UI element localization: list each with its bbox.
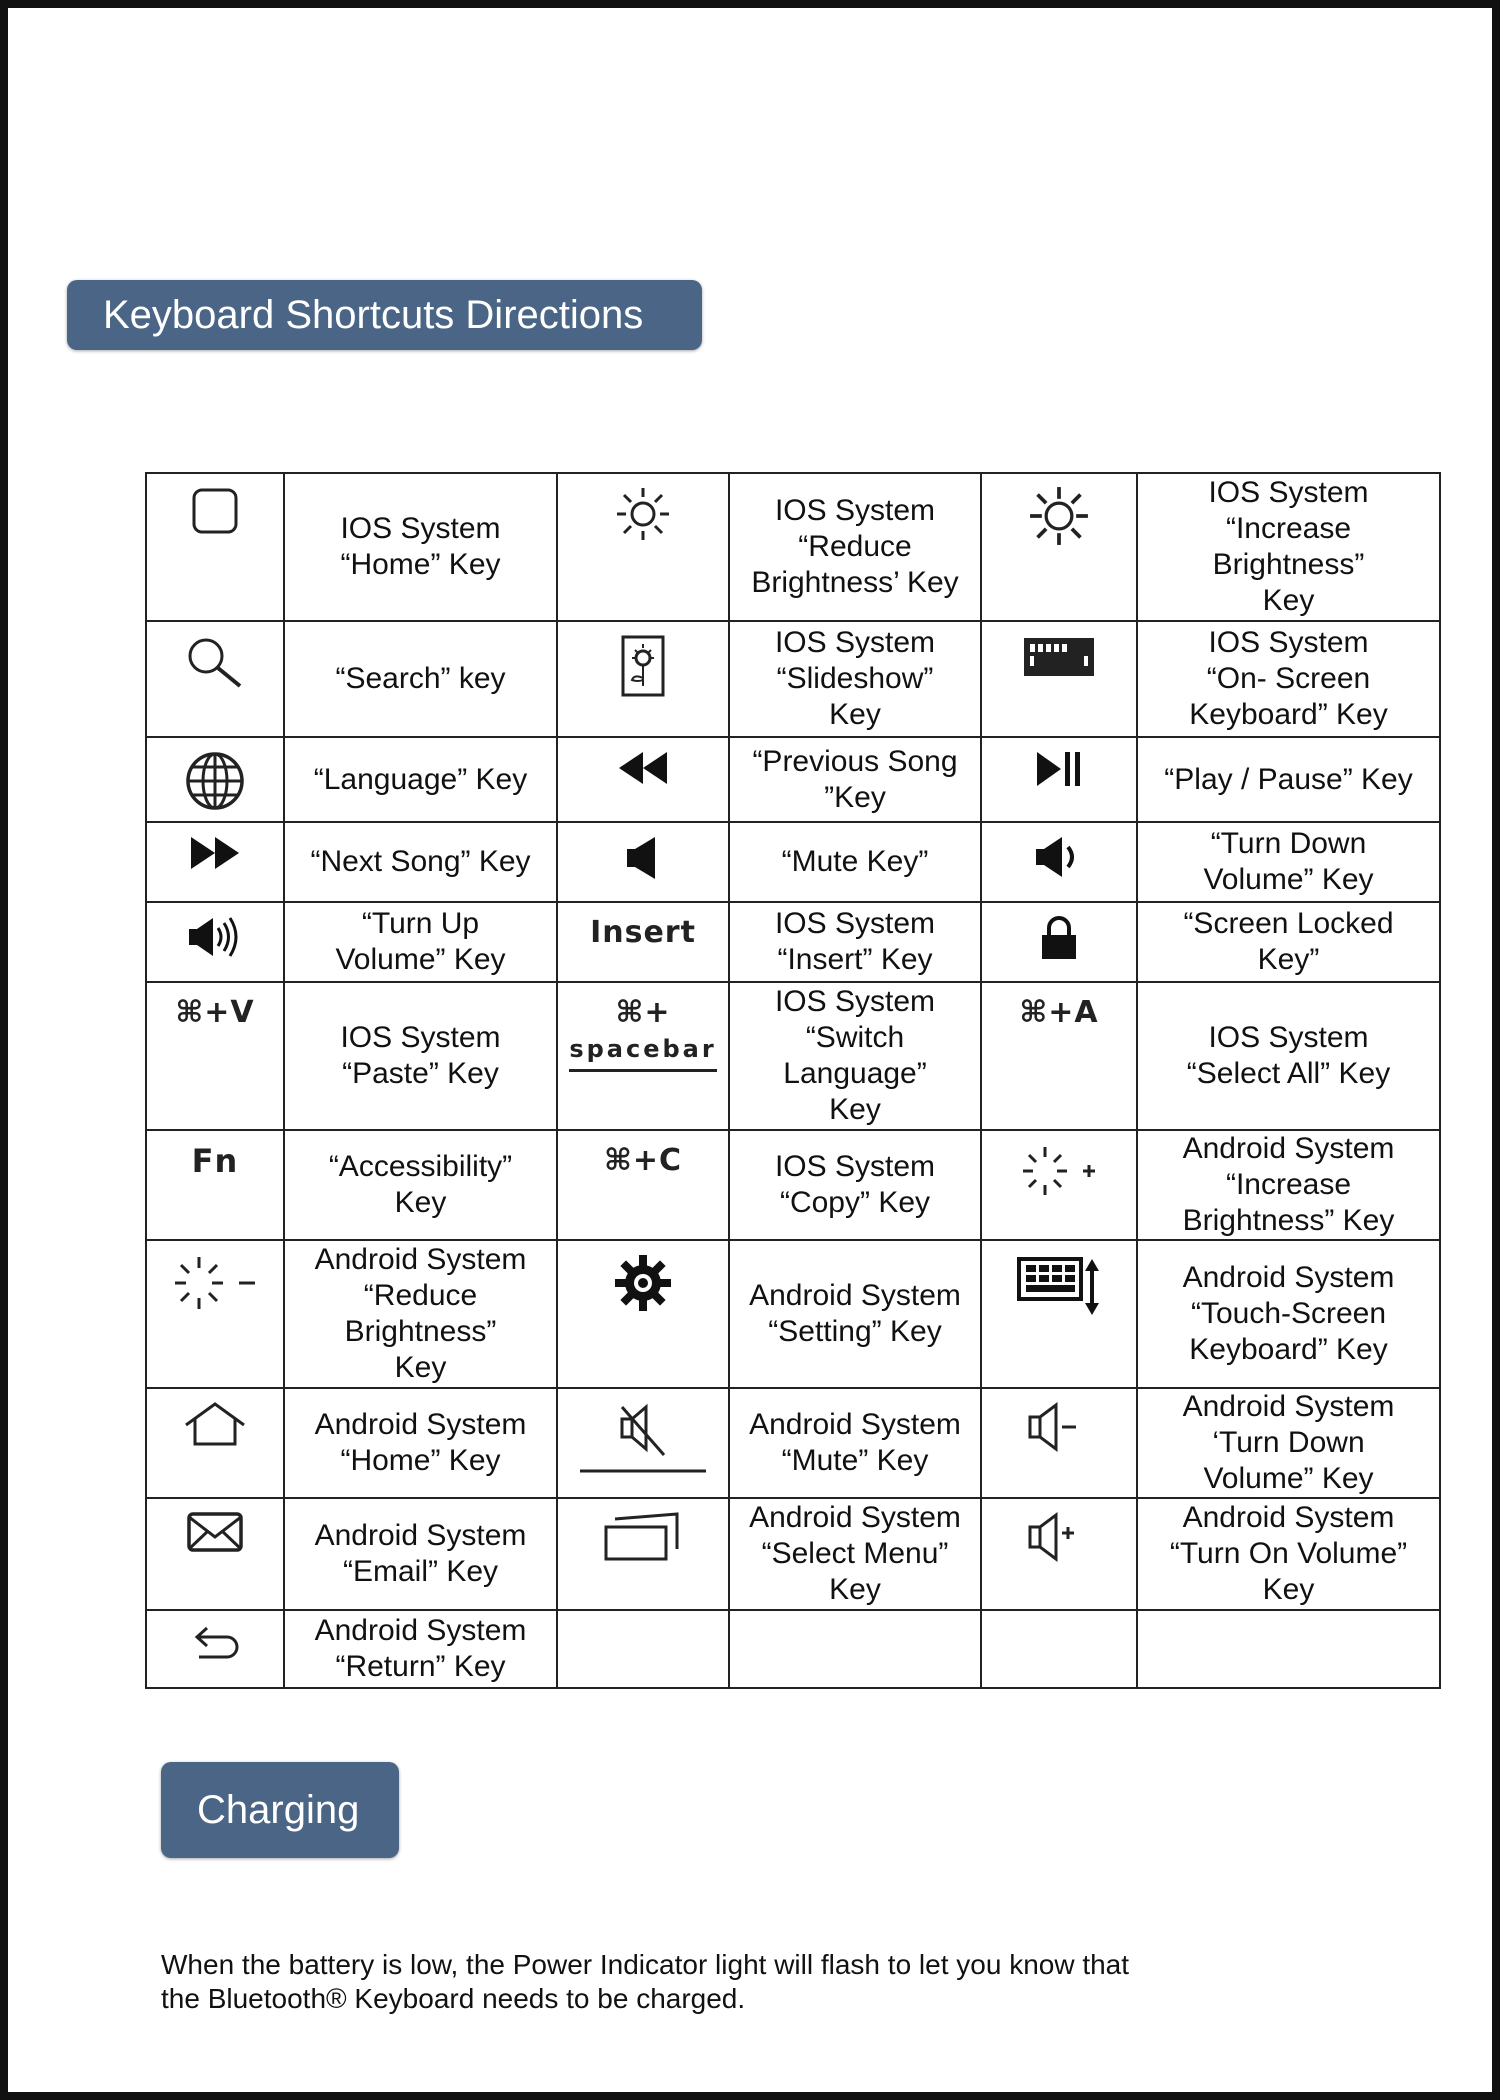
shortcut-icon-cell <box>146 1610 284 1688</box>
sun-small-icon <box>615 486 671 542</box>
fn-key-icon <box>192 1143 239 1179</box>
icon-glyph-text: ⌘+C <box>604 1143 682 1178</box>
table-row <box>146 982 1440 1130</box>
shortcut-label: Android System “Email” Key <box>314 1519 527 1588</box>
shortcut-label-cell <box>1137 1610 1440 1688</box>
shortcut-label: IOS System “Slideshow” Key <box>774 626 936 731</box>
cmd-a-icon <box>1019 995 1098 1031</box>
shortcut-label-cell <box>729 1610 981 1688</box>
shortcut-label-cell <box>729 1498 981 1610</box>
shortcut-label-cell <box>1137 982 1440 1130</box>
shortcut-label: IOS System “Home” Key <box>340 512 501 581</box>
lock-icon <box>1039 915 1079 961</box>
icon-glyph-text: ⌘+ <box>615 995 671 1030</box>
sun-large-icon <box>1029 486 1089 546</box>
icon-glyph-text: Fn <box>191 1142 239 1180</box>
shortcut-icon-cell <box>146 621 284 737</box>
shortcut-label-cell <box>729 473 981 621</box>
shortcut-icon-cell <box>146 473 284 621</box>
shortcut-label-cell <box>1137 1498 1440 1610</box>
previous-song-icon <box>615 750 671 786</box>
shortcut-label-cell <box>1137 1240 1440 1388</box>
brightness-minus-icon <box>169 1253 261 1313</box>
touch-keyboard-icon <box>1016 1253 1102 1315</box>
shortcut-label: “Screen Locked Key” <box>1183 907 1394 976</box>
shortcut-icon-cell <box>557 902 729 982</box>
shortcut-label: IOS System “Reduce Brightness’ Key <box>751 494 959 599</box>
shortcut-icon-cell <box>146 737 284 822</box>
keyboard-icon <box>1022 634 1096 680</box>
shortcut-label-cell <box>1137 621 1440 737</box>
shortcut-icon-cell <box>146 982 284 1130</box>
shortcut-label-cell <box>284 822 557 902</box>
icon-glyph-text: Insert <box>590 915 696 950</box>
charging-heading: Charging <box>161 1762 399 1858</box>
shortcut-label-cell <box>1137 473 1440 621</box>
shortcut-label-cell <box>284 1610 557 1688</box>
shortcut-label-cell <box>284 1240 557 1388</box>
shortcut-label-cell <box>729 737 981 822</box>
shortcut-icon-cell <box>981 1130 1137 1240</box>
shortcut-label: Android System “Setting” Key <box>749 1279 961 1348</box>
shortcut-label: “Search” key <box>335 662 506 695</box>
table-row <box>146 621 1440 737</box>
shortcut-icon-cell <box>557 1240 729 1388</box>
search-icon <box>184 634 246 690</box>
shortcut-icon-cell <box>557 621 729 737</box>
table-row <box>146 1240 1440 1388</box>
shortcut-icon-cell <box>146 902 284 982</box>
cmd-v-icon <box>175 995 254 1031</box>
table-row <box>146 737 1440 822</box>
shortcut-icon-cell <box>981 737 1137 822</box>
windows-icon <box>603 1511 683 1563</box>
shortcut-icon-cell <box>981 902 1137 982</box>
shortcut-label: Android System “Touch-Screen Keyboard” Key <box>1182 1261 1395 1366</box>
icon-glyph-text: ⌘+V <box>175 995 255 1030</box>
shortcut-icon-cell <box>981 1498 1137 1610</box>
icon-glyph-text: ⌘+A <box>1019 995 1099 1030</box>
icon-glyph-subtext: spacebar <box>569 1031 716 1072</box>
shortcut-icon-cell <box>981 621 1137 737</box>
shortcut-label-cell <box>729 1240 981 1388</box>
shortcut-icon-cell <box>146 1130 284 1240</box>
shortcut-icon-cell <box>557 737 729 822</box>
shortcut-label-cell <box>729 902 981 982</box>
shortcut-icon-cell <box>557 822 729 902</box>
home-square-icon <box>190 486 240 536</box>
shortcut-table <box>145 472 1441 1689</box>
shortcut-label-cell <box>1137 1130 1440 1240</box>
envelope-icon <box>186 1511 244 1553</box>
shortcut-icon-cell <box>557 1130 729 1240</box>
insert-key-icon <box>590 915 696 951</box>
shortcut-label: “Mute Key” <box>781 845 929 878</box>
shortcut-label-cell <box>729 621 981 737</box>
shortcut-label-cell <box>729 1388 981 1498</box>
shortcut-label-cell <box>284 1130 557 1240</box>
shortcut-label-cell <box>1137 737 1440 822</box>
shortcut-label-cell <box>284 621 557 737</box>
table-row <box>146 1610 1440 1688</box>
shortcut-label: Android System “Turn On Volume” Key <box>1169 1501 1408 1606</box>
shortcut-label: IOS System “Increase Brightness” Key <box>1208 476 1369 617</box>
table-row <box>146 822 1440 902</box>
shortcut-icon-cell <box>146 822 284 902</box>
shortcut-label-cell <box>284 982 557 1130</box>
speaker-mute-icon <box>578 1401 708 1475</box>
shortcut-label: IOS System “Insert” Key <box>774 907 936 976</box>
shortcut-label-cell <box>1137 902 1440 982</box>
brightness-plus-icon <box>1017 1143 1101 1199</box>
shortcut-icon-cell <box>146 1498 284 1610</box>
shortcut-icon-cell <box>981 822 1137 902</box>
shortcuts-heading: Keyboard Shortcuts Directions <box>67 280 702 350</box>
shortcut-label: Android System “Increase Brightness” Key <box>1182 1132 1395 1237</box>
shortcut-label: Android System “Reduce Brightness” Key <box>314 1243 527 1384</box>
shortcut-label-cell <box>284 902 557 982</box>
shortcut-label: “Turn Down Volume” Key <box>1203 827 1374 896</box>
speaker-minus-icon <box>1026 1401 1092 1453</box>
cmd-spacebar-icon <box>569 995 716 1072</box>
shortcut-label: “Play / Pause” Key <box>1164 762 1413 796</box>
mute-speaker-icon <box>623 835 663 881</box>
shortcut-label: Android System “Mute” Key <box>749 1408 961 1477</box>
shortcut-label-cell <box>284 473 557 621</box>
globe-icon <box>184 750 246 812</box>
volume-up-icon <box>187 915 243 959</box>
house-icon <box>183 1401 247 1447</box>
shortcut-label: Android System ‘Turn Down Volume” Key <box>1182 1390 1395 1495</box>
table-row <box>146 473 1440 621</box>
speaker-plus-icon <box>1026 1511 1092 1563</box>
shortcut-label: Android System “Select Menu” Key <box>749 1501 961 1606</box>
shortcut-label: “Accessibility” Key <box>328 1150 513 1219</box>
shortcut-icon-cell <box>557 1388 729 1498</box>
shortcut-label: Android System “Home” Key <box>314 1408 527 1477</box>
shortcut-label-cell <box>284 1388 557 1498</box>
shortcut-label: IOS System “Copy” Key <box>774 1150 936 1219</box>
table-row <box>146 1388 1440 1498</box>
shortcut-label: IOS System “Select All” Key <box>1186 1021 1391 1090</box>
volume-down-icon <box>1034 835 1084 879</box>
shortcut-icon-cell <box>557 473 729 621</box>
shortcut-label: IOS System “On- Screen Keyboard” Key <box>1189 626 1388 731</box>
shortcut-icon-cell <box>557 1498 729 1610</box>
shortcut-label: Android System “Return” Key <box>314 1614 527 1683</box>
shortcut-label: “Language” Key <box>313 762 528 796</box>
next-song-icon <box>187 835 243 871</box>
shortcut-label-cell <box>729 822 981 902</box>
table-row <box>146 1498 1440 1610</box>
shortcut-label-cell <box>1137 822 1440 902</box>
shortcut-icon-cell <box>981 1610 1137 1688</box>
shortcut-icon-cell <box>981 1240 1137 1388</box>
table-row <box>146 902 1440 982</box>
shortcut-label-cell <box>284 737 557 822</box>
shortcut-icon-cell <box>981 982 1137 1130</box>
shortcut-icon-cell <box>146 1240 284 1388</box>
play-pause-icon <box>1035 750 1083 788</box>
shortcut-icon-cell <box>981 1388 1137 1498</box>
charging-description: When the battery is low, the Power Indicator light will flash to let you know that the Bluetooth® Keyboard needs to be charged. <box>161 1949 1130 2014</box>
shortcut-label-cell <box>729 982 981 1130</box>
shortcut-icon-cell <box>557 982 729 1130</box>
gear-icon <box>613 1253 673 1313</box>
table-row <box>146 1130 1440 1240</box>
shortcut-icon-cell <box>557 1610 729 1688</box>
shortcut-label: IOS System “Switch Language” Key <box>774 985 936 1126</box>
shortcut-label: IOS System “Paste” Key <box>340 1021 501 1090</box>
return-arrow-icon <box>187 1623 243 1663</box>
cmd-c-icon <box>604 1143 682 1179</box>
shortcut-label: “Next Song” Key <box>310 845 531 878</box>
shortcut-label: “Turn Up Volume” Key <box>335 907 506 976</box>
slideshow-icon <box>620 634 666 698</box>
shortcut-label-cell <box>1137 1388 1440 1498</box>
shortcut-icon-cell <box>981 473 1137 621</box>
shortcut-label: “Previous Song ”Key <box>752 744 958 814</box>
shortcut-label-cell <box>729 1130 981 1240</box>
shortcut-label-cell <box>284 1498 557 1610</box>
shortcut-icon-cell <box>146 1388 284 1498</box>
